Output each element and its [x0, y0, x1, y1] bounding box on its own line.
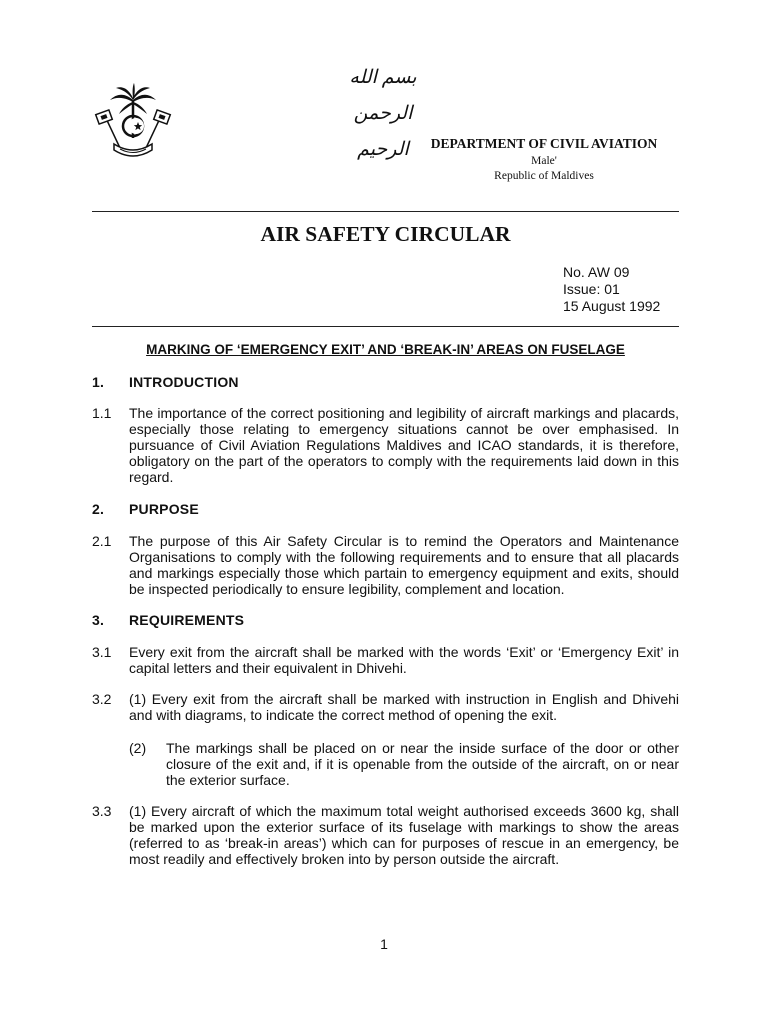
section-number: 3.	[92, 612, 105, 628]
subparagraph-text: The markings shall be placed on or near the inside surface of the door or other closure of the exit and, if it is openable from the outside of the aircraft, on or near the exterior surface.	[166, 740, 679, 788]
section-number: 2.	[92, 501, 105, 517]
paragraph-text: (1) Every exit from the aircraft shall be marked with instruction in English and Dhivehi and with diagrams, to indicate the correct method of opening the exit.	[129, 691, 679, 723]
issue-date: 15 August 1992	[563, 298, 661, 314]
department-city: Male'	[531, 155, 557, 167]
subparagraph-number: (2)	[129, 740, 147, 756]
section-heading: INTRODUCTION	[129, 374, 239, 390]
maldives-emblem-icon	[94, 82, 172, 164]
paragraph-text: The purpose of this Air Safety Circular is to remind the Operators and Maintenance Organisations to comply with the following requirements and to ensure that all placards and markings especially those which partain to emergency equipment and exits, should be inspected periodically to ensure legibility, complement and location.	[129, 533, 679, 597]
department-name: DEPARTMENT OF CIVIL AVIATION	[430, 136, 658, 151]
section-number: 1.	[92, 374, 105, 390]
section-heading: REQUIREMENTS	[129, 612, 245, 628]
issue-number: Issue: 01	[563, 281, 620, 297]
header-divider	[92, 211, 679, 212]
bismillah-calligraphy: بسم الله الرحمن الرحيم	[349, 67, 417, 160]
paragraph-number: 2.1	[92, 533, 112, 549]
paragraph-number: 3.3	[92, 803, 112, 819]
paragraph-number: 1.1	[92, 405, 112, 421]
paragraph-text: The importance of the correct positioning and legibility of aircraft markings and placards, especially those relating to emergency situations cannot be over emphasised. In pursuance of Civil Aviation Regulations Maldives and ICAO standards, it is therefore, obligatory on the part of the operators to comply with the requirements laid down in this regard.	[129, 405, 679, 485]
circular-subject: MARKING OF ‘EMERGENCY EXIT’ AND ‘BREAK-IN’ AREAS ON FUSELAGE	[146, 342, 625, 357]
section-heading: PURPOSE	[129, 501, 199, 517]
paragraph-number: 3.1	[92, 644, 112, 660]
meta-divider	[92, 326, 679, 327]
paragraph-text: Every exit from the aircraft shall be marked with the words ‘Exit’ or ‘Emergency Exit’ in capital letters and their equivalent in Dhivehi.	[129, 644, 679, 676]
paragraph-number: 3.2	[92, 691, 112, 707]
circular-number: No. AW 09	[563, 264, 630, 280]
page-number: 1	[380, 936, 388, 952]
paragraph-text: (1) Every aircraft of which the maximum total weight authorised exceeds 3600 kg, shall be marked upon the exterior surface of its fuselage with markings to show the areas (referred to as ‘break-in areas’) which can for purposes of rescue in an emergency, be most readily and effectively broken into by person outside the aircraft.	[129, 803, 679, 867]
document-title: AIR SAFETY CIRCULAR	[260, 222, 511, 246]
department-country: Republic of Maldives	[494, 170, 594, 182]
